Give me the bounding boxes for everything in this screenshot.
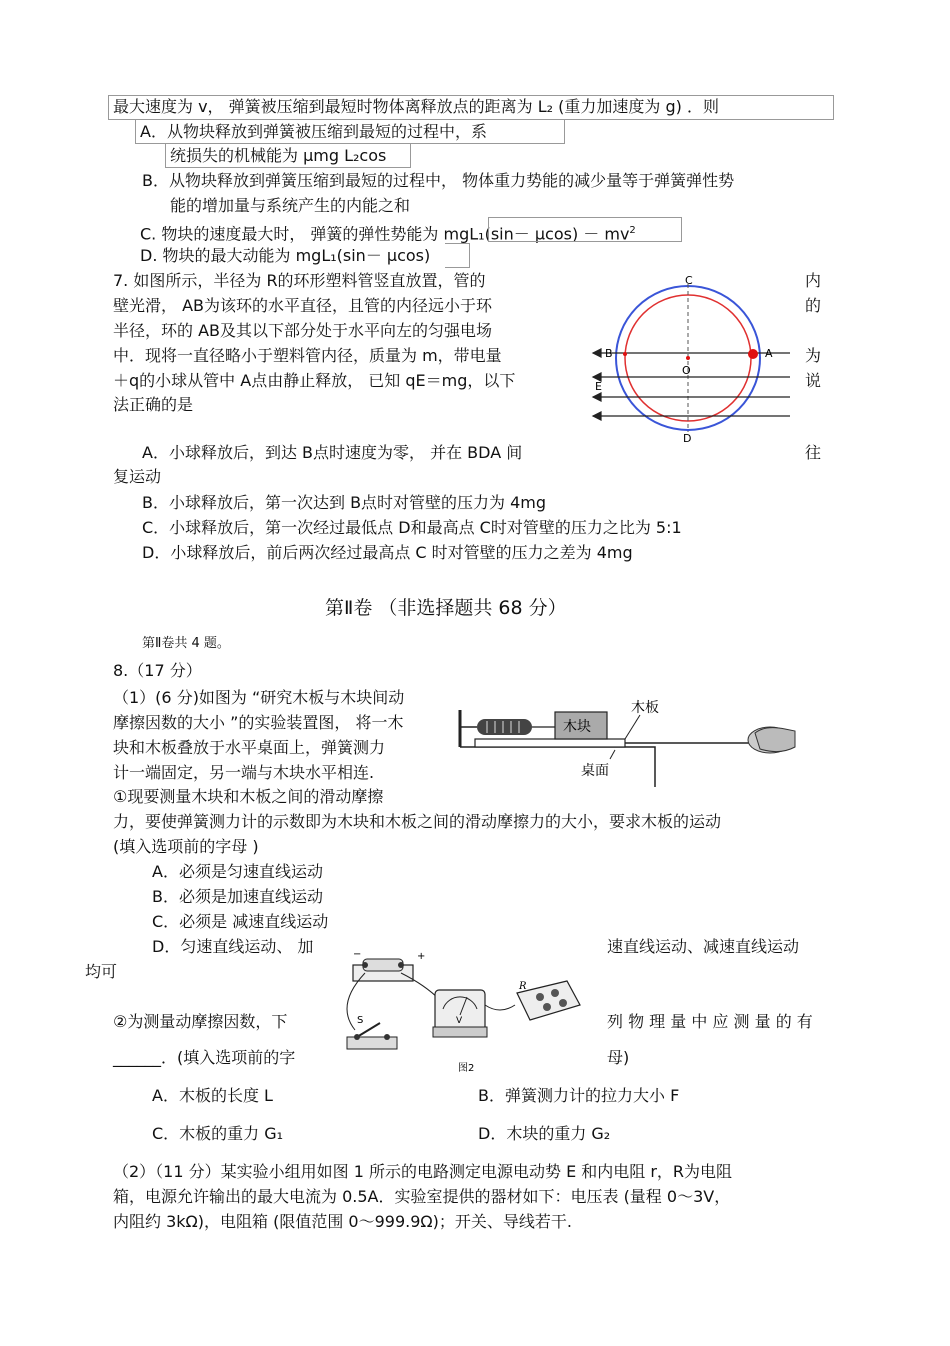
- q7-line-5-end: 说: [805, 371, 822, 390]
- q8-1-line-5: ①现要测量木块和木板之间的滑动摩擦: [113, 787, 384, 806]
- label-o: O: [682, 364, 691, 377]
- q7-line-2-end: 的: [805, 296, 822, 315]
- q6-stem-line: 最大速度为 v， 弹簧被压缩到最短时物体离释放点的距离为 L₂ (重力加速度为 g) ．则: [113, 97, 719, 116]
- resistance-box-icon: [517, 981, 580, 1020]
- voltmeter-icon: [433, 990, 487, 1037]
- q8-1-line-1: （1）(6 分)如图为 “研究木板与木块间动: [113, 688, 405, 707]
- q6-option-d: D. 物块的最大动能为 mgL₁(sin－ μcos): [140, 246, 431, 265]
- q6-option-c: C. 物块的速度最大时， 弹簧的弹性势能为 $mgL_1(\sin- \mu\cos) - mv^2$: [140, 224, 636, 244]
- q8-2-line-2-end: 母): [607, 1048, 630, 1067]
- q8-1-line-4: 计一端固定，另一端与木块水平相连.: [113, 763, 375, 782]
- friction-experiment-figure: [455, 695, 800, 790]
- table-label: 桌面: [581, 763, 609, 779]
- spring-scale: [460, 719, 555, 735]
- label-c: C: [685, 274, 693, 287]
- q7-line-4: 中．现将一直径略小于塑料管内径，质量为 m，带电量: [113, 346, 502, 365]
- board: [475, 739, 625, 747]
- q8-option-d-end: 均可: [85, 962, 118, 981]
- board-label: 木板: [631, 700, 659, 716]
- hand-icon: [748, 727, 795, 753]
- switch-icon: [347, 1015, 397, 1049]
- label-e: E: [595, 380, 602, 393]
- text-frame: [135, 119, 565, 144]
- q8-option-b: B．必须是加速直线运动: [152, 887, 323, 906]
- q7-line-6: 法正确的是: [113, 395, 194, 414]
- svg-text:+: +: [417, 951, 426, 962]
- q7-line-2: 壁光滑， AB为该环的水平直径，且管的内径远小于环: [113, 296, 493, 315]
- svg-text:R: R: [519, 981, 527, 992]
- q7-option-d: D．小球释放后，前后两次经过最高点 C 时对管壁的压力之差为 4mg: [142, 543, 633, 562]
- q7-option-a-end: 往: [805, 443, 822, 462]
- q7-line-1: 7. 如图所示，半径为 R的环形塑料管竖直放置，管的: [113, 271, 486, 290]
- label-d: D: [683, 432, 692, 445]
- q6-option-a: A．从物块释放到弹簧被压缩到最短的过程中，系: [140, 122, 487, 141]
- q6-option-b-cont: 能的增加量与系统产生的内能之和: [170, 196, 411, 215]
- q8-1-line-6: 力，要使弹簧测力计的示数即为木块和木板之间的滑动摩擦力的大小，要求木板的运动: [113, 812, 722, 831]
- q7-option-c: C．小球释放后，第一次经过最低点 D和最高点 C时对管壁的压力之比为 5:1: [142, 518, 682, 537]
- q8-option-d-cont: 速直线运动、减速直线运动: [607, 937, 800, 956]
- table-outline: [460, 747, 655, 787]
- center-dot: [686, 356, 690, 360]
- q8-option-c: C．必须是 减速直线运动: [152, 912, 329, 931]
- q8-part-2-line-2: 箱，电源允许输出的最大电流为 0.5A．实验室提供的器材如下：电压表 (量程 0～3V，: [113, 1187, 731, 1206]
- battery-icon: [353, 949, 425, 981]
- svg-text:−: −: [353, 949, 362, 960]
- text-frame: [108, 95, 834, 120]
- q8-1-line-2: 摩擦因数的大小 ”的实验装置图， 将一木: [113, 713, 404, 732]
- q8-title: 8.（17 分）: [113, 661, 202, 680]
- circuit-components-figure: [335, 945, 590, 1077]
- q8-option-d: D．匀速直线运动、 加: [152, 937, 314, 956]
- q7-line-5: ＋q的小球从管中 A点由静止释放， 已知 qE＝mg，以下: [113, 371, 516, 390]
- ball: [748, 349, 758, 359]
- q8-part-2-line-1: （2）（11 分）某实验小组用如图 1 所示的电路测定电源电动势 E 和内电阻 r，R为电阻: [113, 1162, 733, 1181]
- q8-2-line-2: ______．(填入选项前的字: [113, 1048, 296, 1067]
- q7-option-a-cont: 复运动: [113, 467, 162, 486]
- svg-text:S: S: [357, 1015, 364, 1026]
- q7-line-4-end: 为: [805, 346, 822, 365]
- text-frame: [488, 217, 682, 242]
- q7-line-1-end: 内: [805, 271, 822, 290]
- label-b: B: [605, 347, 613, 360]
- q7-line-3: 半径，环的 AB及其以下部分处于水平向左的匀强电场: [113, 321, 493, 340]
- label-a: A: [765, 347, 773, 360]
- q6-option-a-cont: 统损失的机械能为 μmg L₂cos: [170, 146, 387, 165]
- text-frame: [445, 243, 470, 268]
- q6-option-b: B．从物块释放到弹簧压缩到最短的过程中， 物体重力势能的减少量等于弹簧弹性势: [142, 171, 735, 190]
- q8-2-line-1-end: 列 物 理 量 中 应 测 量 的 有: [607, 1012, 813, 1031]
- q8-1-line-3: 块和木板叠放于水平桌面上，弹簧测力: [113, 738, 386, 757]
- ring-field-figure: [585, 270, 800, 450]
- svg-text:V: V: [456, 1016, 463, 1026]
- q8-1-line-7: (填入选项前的字母 ): [113, 837, 259, 856]
- q8-2-option-d: D．木块的重力 G₂: [478, 1124, 611, 1143]
- block-label: 木块: [563, 719, 591, 735]
- section-2-note: 第Ⅱ卷共 4 题。: [142, 636, 230, 651]
- q8-option-a: A．必须是匀速直线运动: [152, 862, 323, 881]
- q7-option-b: B．小球释放后，第一次达到 B点时对管壁的压力为 4mg: [142, 493, 547, 512]
- text-frame: [165, 143, 411, 168]
- q7-option-a: A．小球释放后，到达 B点时速度为零， 并在 BDA 间: [142, 443, 523, 462]
- q8-2-line-1: ②为测量动摩擦因数，下: [113, 1012, 288, 1031]
- section-2-heading: 第Ⅱ卷 （非选择题共 68 分）: [325, 597, 567, 619]
- q8-part-2-line-3: 内阻约 3kΩ)，电阻箱 (限值范围 0～999.9Ω)；开关、导线若干.: [113, 1212, 572, 1231]
- q8-2-option-b: B．弹簧测力计的拉力大小 F: [478, 1086, 680, 1105]
- q8-2-option-c: C．木板的重力 G₁: [152, 1124, 284, 1143]
- figure-2-caption: 图2: [458, 1063, 475, 1074]
- q8-2-option-a: A．木板的长度 L: [152, 1086, 273, 1105]
